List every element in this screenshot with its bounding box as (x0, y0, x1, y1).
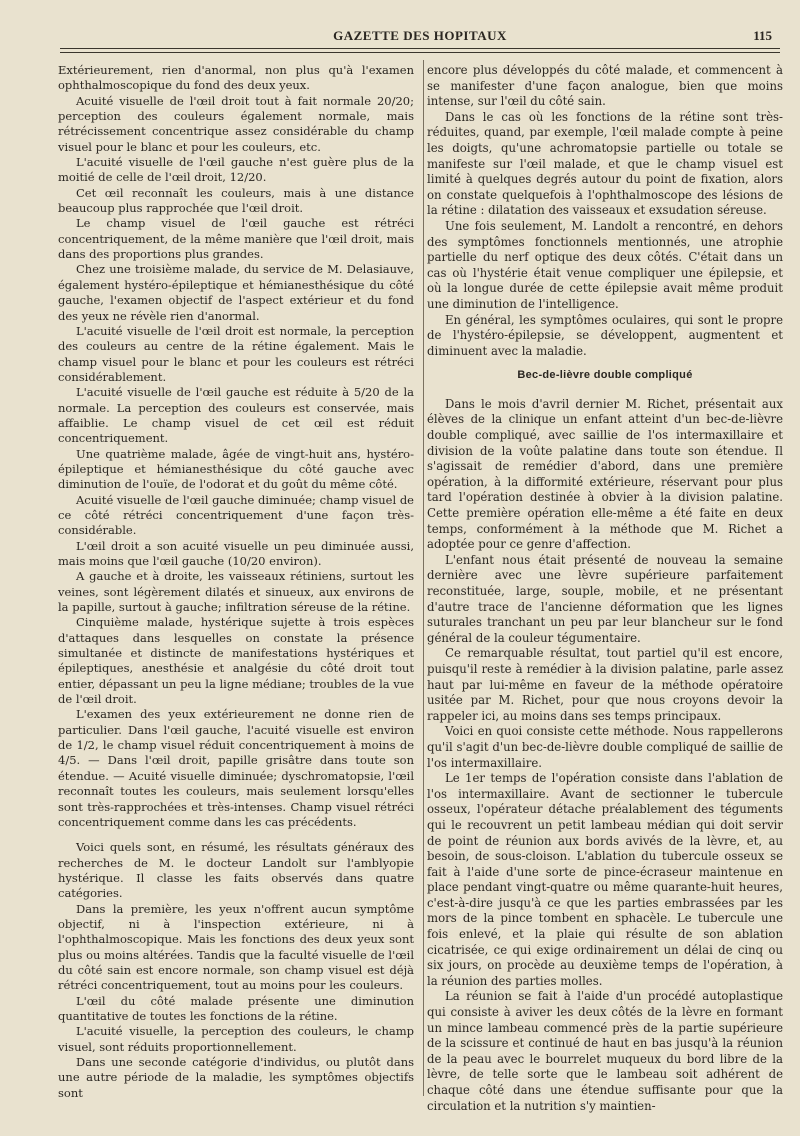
paragraph: L'acuité visuelle, la perception des couleurs, le champ visuel, sont réduits proportionnellement. (58, 1024, 414, 1054)
paragraph: Acuité visuelle de l'œil droit tout à fait normale 20/20; perception des couleurs également normale, mais rétrécissement concentrique assez considérable du champ visuel pour le blanc et pour les couleurs, etc. (58, 93, 414, 154)
header-rule-top (60, 48, 780, 49)
paragraph: Chez une troisième malade, du service de M. Delasiauve, également hystéro-épileptique et hémianesthésique du côté gauche, l'examen objectif de l'aspect extérieur et du fond des yeux ne révèle rien d'anormal. (58, 262, 414, 323)
journal-title: GAZETTE DES HOPITAUX (333, 28, 507, 43)
paragraph: L'acuité visuelle de l'œil gauche n'est guère plus de la moitié de celle de l'œil droit, 12/20. (58, 155, 414, 185)
paragraph: Ce remarquable résultat, tout partiel qu'il est encore, puisqu'il reste à remédier à la division palatine, parle assez haut par lui-même en faveur de la méthode opératoire usitée par M. Richet, pour que nous croyons devoir la rappeler ici, au moins dans ses temps principaux. (427, 646, 783, 723)
paragraph: L'acuité visuelle de l'œil gauche est réduite à 5/20 de la normale. La perception des couleurs est conservée, mais affaiblie. Le champ visuel de cet œil est réduit concentriquement. (58, 385, 414, 446)
paragraph: encore plus développés du côté malade, et commencent à se manifester d'une façon analogue, bien que moins intense, sur l'œil du côté sain. (427, 63, 783, 109)
paragraph: L'œil du côté malade présente une diminution quantitative de toutes les fonctions de la rétine. (58, 993, 414, 1023)
paragraph: Cet œil reconnaît les couleurs, mais à une distance beaucoup plus rapprochée que l'œil droit. (58, 185, 414, 216)
paragraph: L'examen des yeux extérieurement ne donne rien de particulier. Dans l'œil gauche, l'acuité visuelle est environ de 1/2, le champ visuel réduit concentriquement à moins de 4/5. — Dans l'œil droit, papille grisâtre dans toute son étendue. — Acuité visuelle diminuée; dyschromatopsie, l'œil reconnaît toutes les couleurs, mais seulement lorsqu'elles sont très-rapprochées et très-intenses. Champ visuel rétréci concentriquement comme dans les cas précédents. (58, 707, 414, 829)
paragraph: Cinquième malade, hystérique sujette à trois espèces d'attaques dans lesquelles on constate la présence simultanée et distincte de manifestations hystériques et épileptiques, anesthésie et analgésie du côté droit tout entier, dépassant un peu la ligne médiane; troubles de la vue de l'œil droit. (58, 615, 414, 707)
paragraph: Une fois seulement, M. Landolt a rencontré, en dehors des symptômes fonctionnels mentionnés, une atrophie partielle du nerf optique des deux côtés. C'était dans un cas où l'hystérie était venue compliquer une épilepsie, et où la longue durée de cette épilepsie avait même produit une diminution de l'intelligence. (427, 218, 783, 311)
paragraph: L'acuité visuelle de l'œil droit est normale, la perception des couleurs au centre de la rétine également. Mais le champ visuel pour le blanc et pour les couleurs est rétréci considérablement. (58, 323, 414, 384)
paragraph: Dans la première, les yeux n'offrent aucun symptôme objectif, ni à l'inspection extérieure, ni à l'ophthalmoscopique. Mais les fonctions des deux yeux sont plus ou moins altérées. Tandis que la faculté visuelle de l'œil du côté sain est encore normale, son champ visuel est déjà rétréci concentriquement, tout au moins pour les couleurs. (58, 901, 414, 993)
paragraph: A gauche et à droite, les vaisseaux rétiniens, surtout les veines, sont légèrement dilatés et sinueux, aux environs de la papille, surtout à gauche; infiltration séreuse de la rétine. (58, 569, 414, 615)
page-number: 115 (753, 28, 772, 43)
paragraph: Dans une seconde catégorie d'individus, ou plutôt dans une autre période de la maladie, les symptômes objectifs sont (58, 1055, 414, 1100)
right-column (427, 63, 783, 1114)
paragraph: Le champ visuel de l'œil gauche est rétréci concentriquement, de la même manière que l'œil droit, mais dans des proportions plus grandes. (58, 216, 414, 262)
paragraph: Acuité visuelle de l'œil gauche diminuée; champ visuel de ce côté rétréci concentriquement d'une façon très-considérable. (58, 492, 414, 538)
header-rule-bottom (60, 52, 780, 53)
column-divider (423, 60, 424, 1096)
paragraph: En général, les symptômes oculaires, qui sont le propre de l'hystéro-épilepsie, se développent, augmentent et diminuent avec la maladie. (427, 312, 783, 358)
paragraph: Dans le mois d'avril dernier M. Richet, présentait aux élèves de la clinique un enfant atteint d'un bec-de-lièvre double compliqué, avec saillie de l'os intermaxillaire et division de la voûte palatine dans toute son étendue. Il s'agissait de remédier d'abord, dans une première opération, à la difformité extérieure, réservant pour plus tard l'opération destinée à obvier à la division palatine. Cette première opération elle-même a été faite en deux temps, conformément à la méthode que M. Richet a adoptée pour ce genre d'affection. (427, 396, 783, 552)
paragraph: Voici en quoi consiste cette méthode. Nous rappellerons qu'il s'agit d'un bec-de-lièvre double compliqué de saillie de l'os intermaxillaire. (427, 724, 783, 770)
paragraph: L'œil droit a son acuité visuelle un peu diminuée aussi, mais moins que l'œil gauche (10/20 environ). (58, 538, 414, 568)
paragraph: Voici quels sont, en résumé, les résultats généraux des recherches de M. le docteur Landolt sur l'amblyopie hystérique. Il classe les faits observés dans quatre catégories. (58, 840, 414, 901)
paragraph: Dans le cas où les fonctions de la rétine sont très-réduites, quand, par exemple, l'œil malade compte à peine les doigts, qu'une achromatopsie partielle ou totale se manifeste sur l'œil malade, et que le champ visuel est limité à quelques degrés autour du point de fixation, alors on constate quelquefois à l'ophthalmoscope des lésions de la rétine : dilatation des vaisseaux et exsudation séreuse. (427, 109, 783, 218)
left-column (58, 63, 414, 1101)
paragraph: La réunion se fait à l'aide d'un procédé autoplastique qui consiste à aviver les deux côtés de la lèvre en formant un mince lambeau commencé près de la partie supérieure de la scissure et continué de haut en bas jusqu'à la réunion de la peau avec le bourrelet muqueux du bord libre de la lèvre, de telle sorte que le lambeau soit adhérent de chaque côté dans une étendue suffisante pour que la circulation et la nutrition s'y maintien- (427, 989, 783, 1113)
paragraph: Extérieurement, rien d'anormal, non plus qu'à l'examen ophthalmoscopique du fond des deux yeux. (58, 63, 414, 93)
section-heading: Bec-de-lièvre double compliqué (517, 369, 693, 382)
paragraph: Une quatrième malade, âgée de vingt-huit ans, hystéro-épileptique et hémianesthésique du côté gauche avec diminution de l'ouïe, de l'odorat et du goût du même côté. (58, 446, 414, 492)
paragraph: Le 1er temps de l'opération consiste dans l'ablation de l'os intermaxillaire. Avant de sectionner le tubercule osseux, l'opérateur détache préalablement des téguments qui le recouvrent un petit lambeau médian qui doit servir de point de réunion aux bords avivés de la lèvre, et, au besoin, de sous-cloison. L'ablation du tubercule osseux se fait à l'aide d'une sorte de pince-écraseur maintenue en place pendant vingt-quatre ou même quarante-huit heures, c'est-à-dire jusqu'à ce que les parties embrassées par les mors de la pince tombent en sphacèle. Le tubercule une fois enlevé, et la plaie qui résulte de son ablation cicatrisée, ce qui exige ordinairement un délai de cinq ou six jours, on procède au deuxième temps de l'opération, à la réunion des parties molles. (427, 771, 783, 988)
paragraph: L'enfant nous était présenté de nouveau la semaine dernière avec une lèvre supérieure parfaitement reconstituée, large, souple, mobile, et ne présentant d'autre trace de l'ancienne déformation que les lignes suturales tranchant un peu par leur blancheur sur le fond général de la couleur tégumentaire. (427, 552, 783, 645)
